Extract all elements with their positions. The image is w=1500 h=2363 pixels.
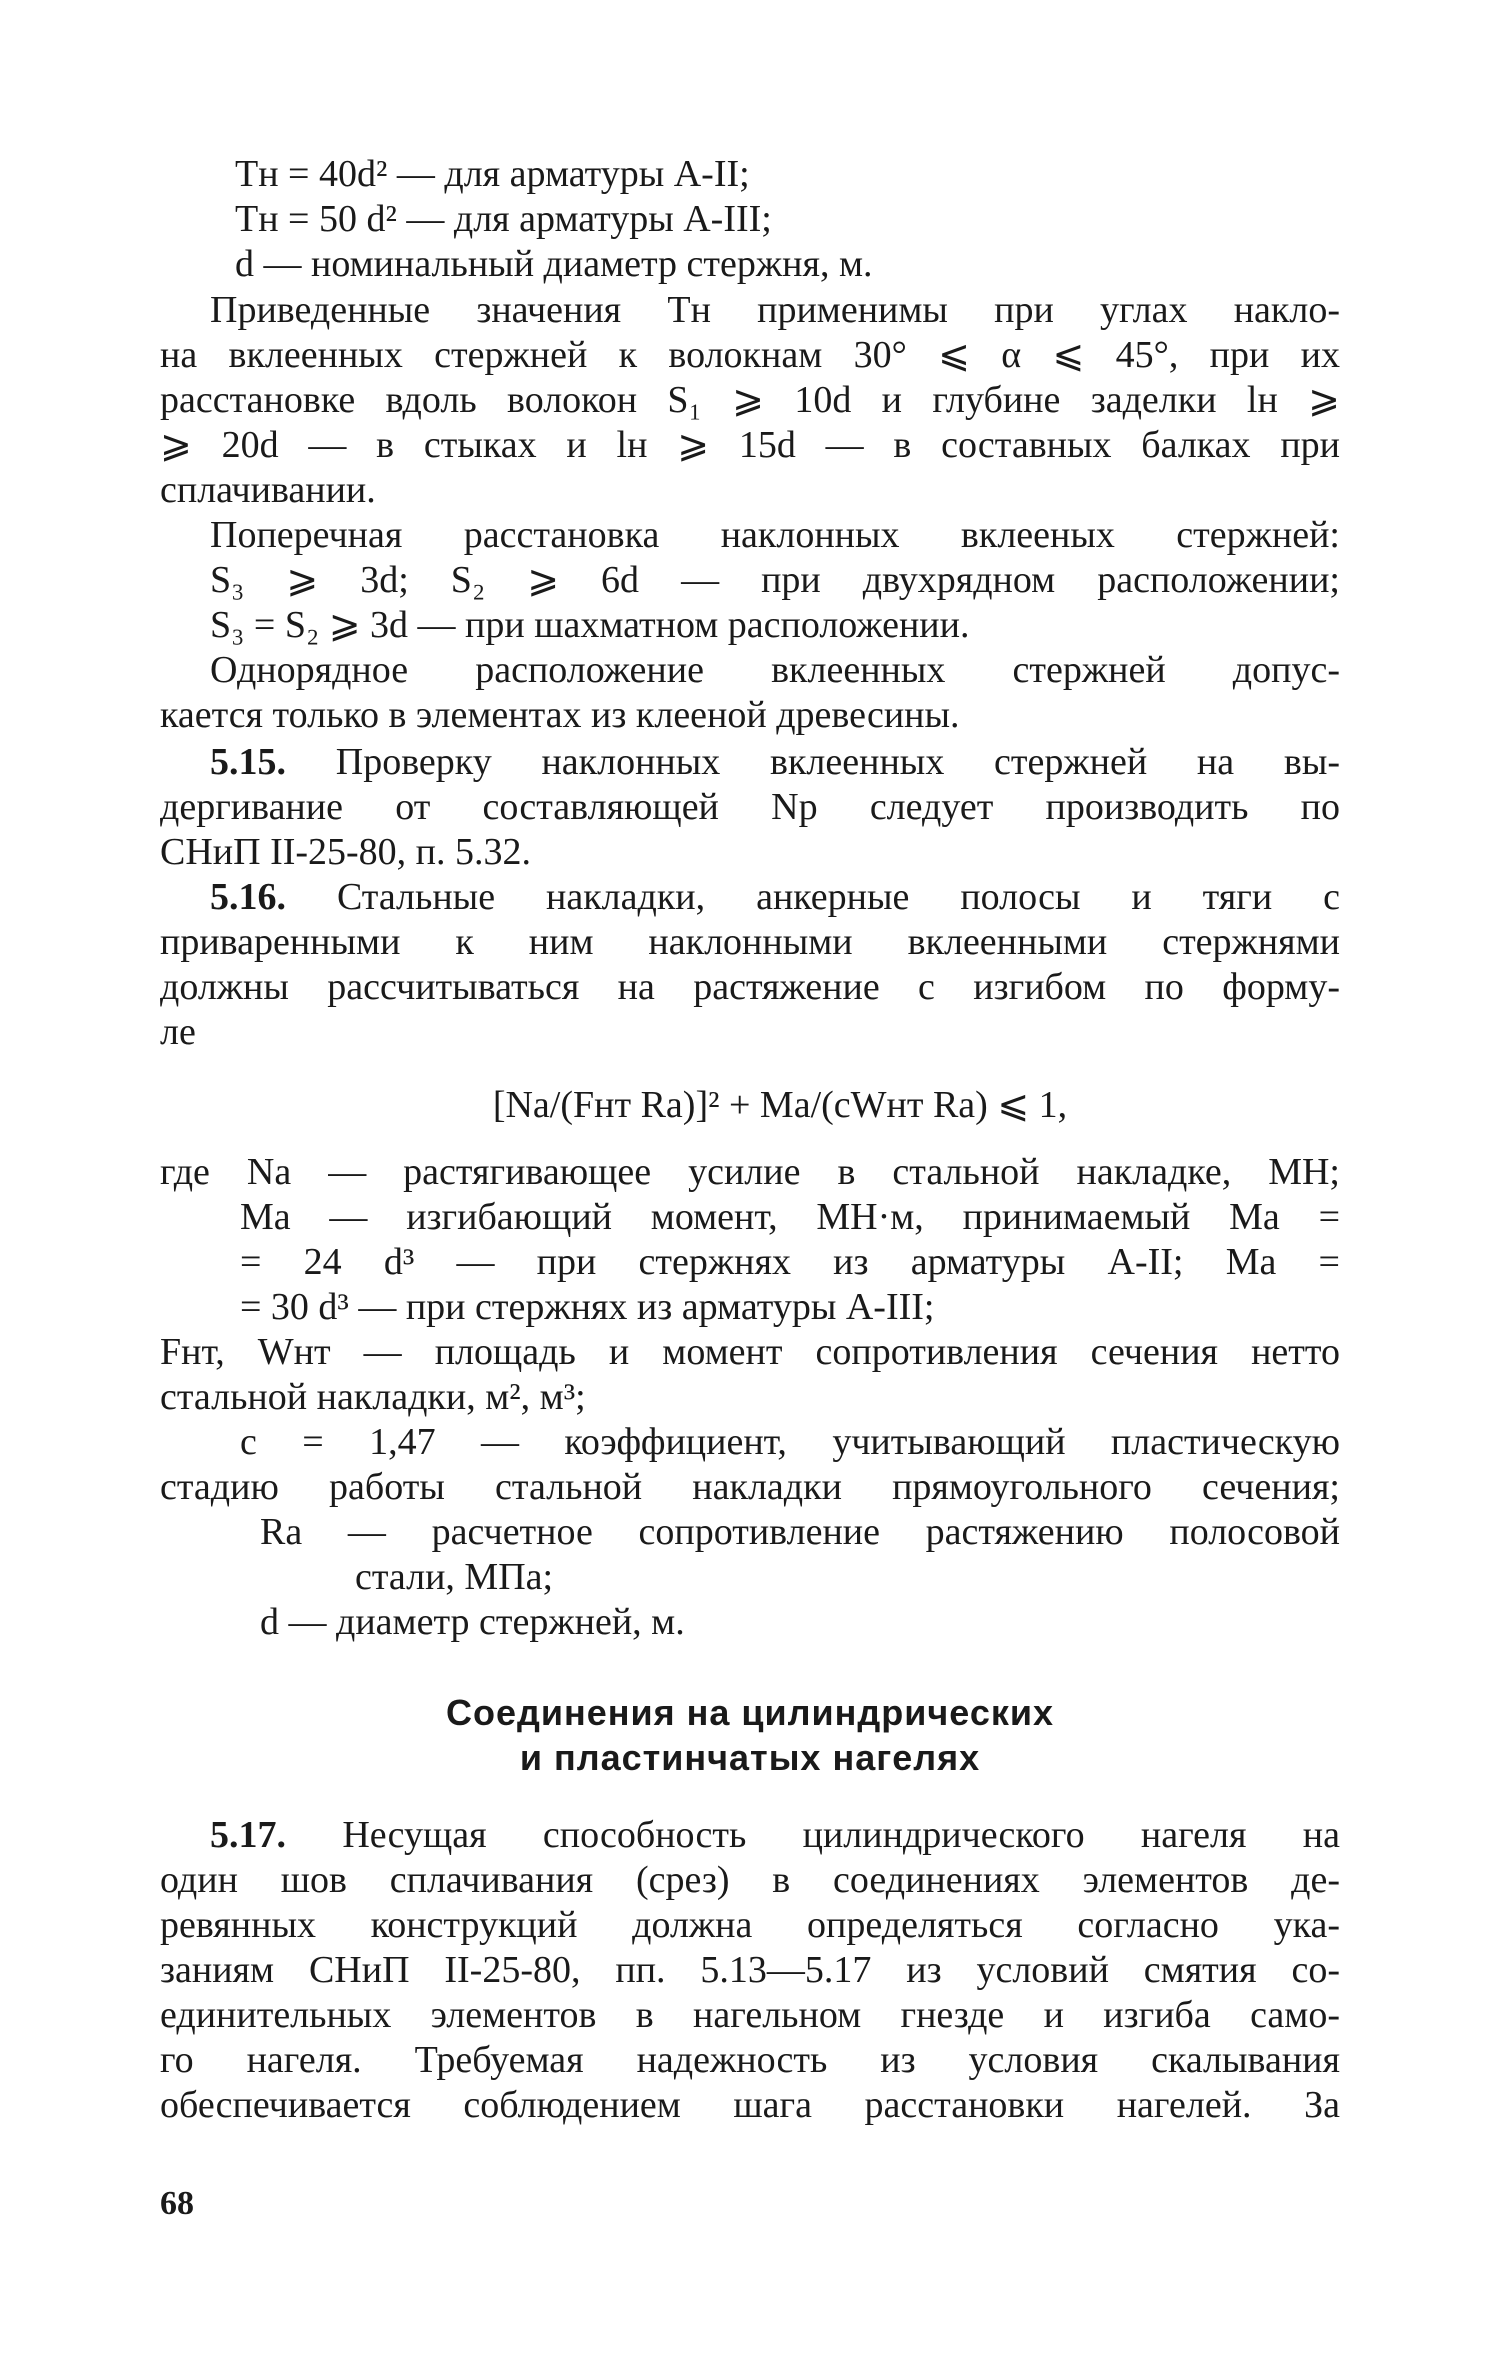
text-line: Fнт, Wнт — площадь и момент сопротивления сечения нетто	[160, 1331, 1340, 1373]
text-line: должны рассчитываться на растяжение с изгибом по форму-	[160, 966, 1340, 1008]
text-line: приваренными к ним наклонными вклеенными стержнями	[160, 921, 1340, 963]
text-line	[160, 1813, 1340, 1858]
formula-block	[160, 1083, 1340, 1128]
page-number: 68	[160, 2185, 194, 2222]
text-line: на вклеенных стержней к волокнам 30° ⩽ α ⩽ 45°, при их	[160, 334, 1340, 376]
text-line: S₃ = S₂ ⩾ 3d — при шахматном расположении.	[210, 604, 970, 646]
text-line: Tн = 50 d² — для арматуры А-III;	[235, 198, 772, 240]
text-line: единительных элементов в нагельном гнезде и изгиба само-	[160, 1994, 1340, 2036]
text-line: кается только в элементах из клееной древесины.	[160, 694, 960, 736]
text-line: ⩾ 20d — в стыках и lн ⩾ 15d — в составных балках при	[160, 424, 1340, 466]
text-line: стальной накладки, м², м³;	[160, 1376, 586, 1418]
text-line: S₃ ⩾ 3d; S₂ ⩾ 6d — при двухрядном расположении;	[210, 559, 1340, 601]
text-line: Rа — расчетное сопротивление растяжению полосовой	[260, 1511, 1340, 1553]
clause-number: 5.15.	[210, 741, 286, 783]
text-line: стадию работы стальной накладки прямоугольного сечения;	[160, 1466, 1340, 1508]
clause-number: 5.17.	[210, 1814, 286, 1856]
text-line: дергивание от составляющей Nр следует производить по	[160, 786, 1340, 828]
text-line: d — номинальный диаметр стержня, м.	[235, 243, 873, 285]
text-line: один шов сплачивания (срез) в соединениях элементов де-	[160, 1859, 1340, 1901]
text-line: Поперечная расстановка наклонных вклееных стержней:	[210, 514, 1340, 556]
paragraph-5-16	[160, 875, 1340, 1055]
text-line: = 30 d³ — при стержнях из арматуры А-III;	[240, 1286, 935, 1328]
text-line: ле	[160, 1011, 196, 1053]
text-line: сплачивании.	[160, 469, 376, 511]
text-line: Приведенные значения Tн применимы при углах накло-	[210, 289, 1340, 331]
clause-number: 5.16.	[210, 876, 286, 918]
where-list	[160, 1150, 1340, 1645]
text-line: расстановке вдоль волокон S₁ ⩾ 10d и глубине заделки lн ⩾	[160, 379, 1340, 421]
definitions-top	[160, 152, 1340, 287]
text-line: c = 1,47 — коэффициент, учитывающий пластическую	[240, 1421, 1340, 1463]
text-line: Mа — изгибающий момент, МН·м, принимаемый Mа =	[240, 1196, 1340, 1238]
text-line: = 24 d³ — при стержнях из арматуры А-II; Mа =	[240, 1241, 1340, 1283]
heading-line: Соединения на цилиндрических	[445, 1692, 1055, 1733]
paragraph-values	[160, 288, 1340, 513]
heading-line: и пластинчатых нагелях	[519, 1737, 981, 1778]
text-line: Однорядное расположение вклеенных стержней допус-	[210, 649, 1340, 691]
text-line: обеспечивается соблюдением шага расстановки нагелей. За	[160, 2084, 1340, 2126]
section-heading	[160, 1690, 1340, 1780]
text-line: го нагеля. Требуемая надежность из условия скалывания	[160, 2039, 1340, 2081]
paragraph-5-15	[160, 740, 1340, 875]
formula: [Nа/(Fнт Rа)]² + Mа/(cWнт Rа) ⩽ 1,	[492, 1084, 1068, 1126]
text-line: ревянных конструкций должна определяться согласно ука-	[160, 1904, 1340, 1946]
clause-text: Проверку наклонных вклеенных стержней на вы-	[335, 741, 1341, 783]
text-line: стали, МПа;	[355, 1556, 554, 1598]
text-line	[160, 740, 1340, 785]
clause-text: Несущая способность цилиндрического нагеля на	[342, 1814, 1340, 1856]
paragraph-cross	[160, 513, 1340, 648]
clause-text: Стальные накладки, анкерные полосы и тяги с	[336, 876, 1340, 918]
text-line: где Nа — растягивающее усилие в стальной накладке, МН;	[160, 1151, 1340, 1193]
paragraph-5-17	[160, 1813, 1340, 2128]
text-line: Tн = 40d² — для арматуры А-II;	[235, 153, 750, 195]
text-line	[160, 875, 1340, 920]
text-line: СНиП II-25-80, п. 5.32.	[160, 831, 532, 873]
text-line: заниям СНиП II-25-80, пп. 5.13—5.17 из условий смятия со-	[160, 1949, 1340, 1991]
paragraph-single	[160, 648, 1340, 738]
text-line: d — диаметр стержней, м.	[260, 1601, 685, 1643]
